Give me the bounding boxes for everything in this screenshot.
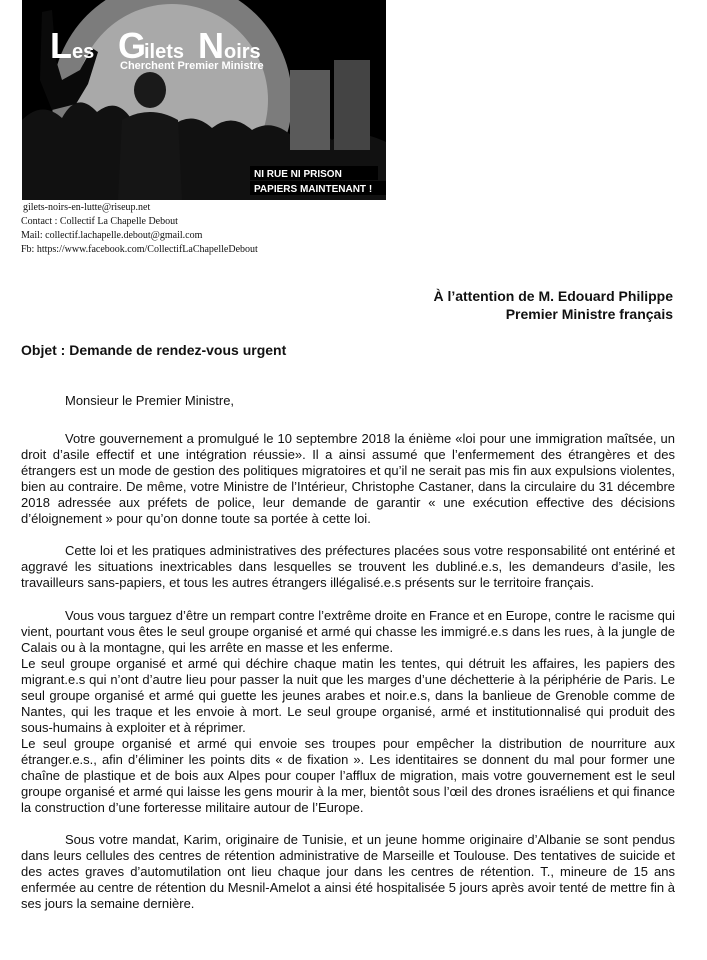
header-banner-image [22,0,386,200]
banner-subtitle: Cherchent Premier Ministre [120,60,264,72]
paragraph-3a: Vous vous targuez d’être un rempart contre l’extrême droite en France et en Europe, contre le racisme qui vient, pourtant vous êtes le seul groupe organisé et armé qui chasse les immigré.e.s dans les rues, à la jungle de Calais ou à la montagne, qui les arrête en masse et les enferme. [21,608,675,655]
contact-mail-line[interactable]: Mail: collectif.lachapelle.debout@gmail.com [21,230,203,241]
banner-slogan-line1: NI RUE NI PRISON [254,169,342,180]
building-shape [334,60,370,150]
addressee-line2: Premier Ministre français [505,306,673,322]
addressee-block [433,287,673,323]
letter-body [21,393,675,912]
addressee-line1: À l’attention de M. Edouard Philippe [433,288,673,304]
contact-block [21,201,341,257]
contact-email-link[interactable]: gilets-noirs-en-lutte@riseup.net [23,202,151,213]
subject-line: Objet : Demande de rendez-vous urgent [21,342,287,358]
figure-body [118,112,182,200]
banner-title-ilets: ilets [144,41,185,63]
paragraph-2: Cette loi et les pratiques administratives des préfectures placées sous votre responsabilité ont entériné et aggravé les situations inextricables dans lesquelles se trouvent les dubliné.e.s, les demandeurs d’asile, les travailleurs sans-papiers, et tous les autres étrangers illégalisé.e.s présents sur le territoire français. [21,543,675,590]
banner-slogan-line2: PAPIERS MAINTENANT ! [254,184,373,195]
paragraph-3c: Le seul groupe organisé et armé qui envoie ses troupes pour empêcher la distribution de nourriture aux étranger.e.s., afin d’éliminer les points dits « de fixation ». Les identitaires se donnent du mal pour former une chaîne de plastique et de bois aux Alpes pour couper l’afflux de migration, mais votre gouvernement est le seul groupe organisé et armé qui laisse les gens mourir à la mer, bientôt sous l’œil des drones israéliens et qui finance la construction d’une forteresse militaire autour de l’Europe. [21,736,675,815]
banner-title-les: es [72,41,95,63]
paragraph-3b: Le seul groupe organisé et armé qui déchire chaque matin les tentes, qui détruit les affaires, les papiers des migrant.e.s qui n’ont d’autre lieu pour passer la nuit que les marges d’une déchetterie à la périphérie de Paris. Le seul groupe organisé et armé qui guette les jeunes arabes et noir.e.s, dans la banlieue de Grenoble comme de Nantes, qui les traque et les envoie à mort. Le seul groupe organisé, armé et institutionnalisé qui produit des sous-humains à exploiter et à réprimer. [21,656,675,735]
paragraph-1: Votre gouvernement a promulgué le 10 septembre 2018 la énième «loi pour une immigration maîtsée, un droit d’asile effectif et une intégration réussie». Il a ainsi assumé que l’enfermement des étrangères et des étrangers est un mode de gestion des politiques migratoires et qu’il ne serait pas mis fin aux expulsions violentes, bien au contraire. De même, votre Ministre de l’Intérieur, Christophe Castaner, dans la circulaire du 31 décembre 2018 adressée aux préfets de police, leur demande de garantir « une exécution effective des décisions d’éloignement » pour qu’on donne toute sa portée à cette loi. [21,431,675,526]
banner-title-oirs: oirs [224,41,261,63]
salutation: Monsieur le Premier Ministre, [65,393,235,408]
banner-title-g: G [118,25,147,66]
paragraph-4: Sous votre mandat, Karim, originaire de Tunisie, et un jeune homme originaire d’Albanie se sont pendus dans leurs cellules des centres de rétention administrative de Marseille et Toulouse. Des tentatives de suicide et des actes graves d’automutilation ont lieu chaque jour dans les centres de rétention. T., mineure de 15 ans enfermée au centre de rétention du Mesnil-Amelot a ainsi été hospitalisée 5 jours après avoir tenté de mettre fin à ses jours la semaine dernière. [21,832,675,911]
contact-facebook-line[interactable]: Fb: https://www.facebook.com/CollectifLaChapelleDebout [21,244,258,255]
building-shape [290,70,330,150]
banner-title-n: N [198,25,224,66]
figure-head [134,72,166,108]
banner-title-l: L [50,25,72,66]
contact-collective-line: Contact : Collectif La Chapelle Debout [21,216,178,227]
